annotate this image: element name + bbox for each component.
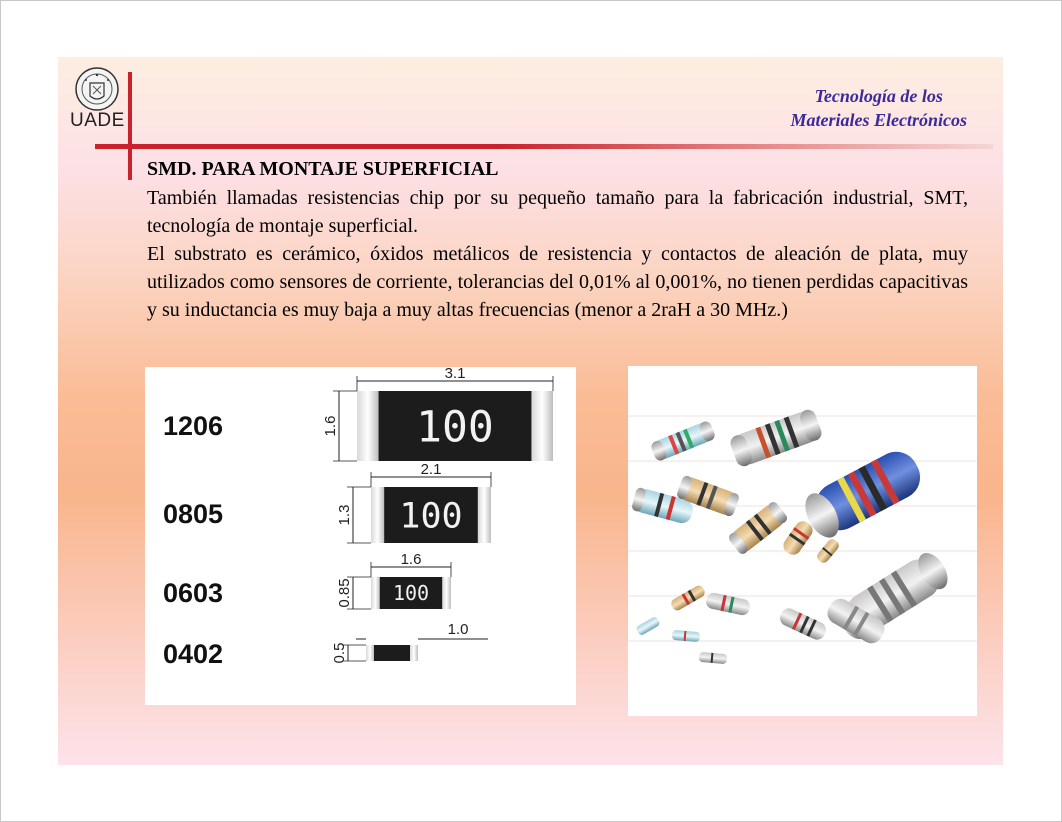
length-dimension-label: 2.1 [420, 461, 442, 478]
width-dimension-label: 1.6 [322, 415, 339, 437]
chip-terminal [478, 487, 491, 543]
melf-resistor-2 [728, 408, 824, 469]
smd-size-chart [145, 367, 576, 705]
paragraph-1: También llamadas resistencias chip por su pequeño tamaño para la fabricación industrial, SMT, tecnología de montaje superficial. [147, 187, 968, 237]
melf-resistor-9 [669, 584, 706, 612]
horizontal-accent-line [95, 144, 993, 149]
section-heading: SMD. PARA MONTAJE SUPERFICIAL [147, 158, 499, 180]
smd-size-chart-image [145, 367, 576, 705]
melf-resistors-photo [628, 366, 977, 716]
melf-resistors-illustration [628, 366, 977, 716]
chip-marking: 100 [392, 581, 430, 606]
chip-terminal [531, 391, 553, 461]
chip-terminal [371, 487, 384, 543]
paragraph-2: El substrato es cerámico, óxidos metálicos de resistencia y contactos de aleación de plata, muy utilizados como sensores de corriente, tolerancias del 0,01% al 0,001%, no tienen perdidas capacitivas y su inductancia es muy baja a muy altas frecuencias (menor a 2raH a 30 MHz.) [147, 243, 968, 321]
melf-resistor-14 [777, 606, 828, 643]
chip-marking: 100 [399, 496, 463, 537]
melf-resistor-12 [672, 630, 701, 642]
chip-marking: 100 [416, 402, 494, 453]
body-text [147, 184, 968, 324]
size-code-label: 0603 [163, 578, 224, 608]
width-dimension-label: 1.3 [336, 504, 353, 526]
melf-resistor-3 [798, 444, 927, 543]
melf-resistor-13 [699, 652, 728, 664]
logo-text: UADE [70, 110, 125, 131]
width-dimension-label: 0.5 [331, 642, 348, 664]
width-dimension-label: 0.85 [336, 578, 353, 608]
course-title-line1: Tecnología de los [814, 86, 943, 106]
melf-resistor-1 [650, 420, 717, 463]
chip-terminal [410, 645, 418, 661]
length-dimension-label: 1.0 [447, 621, 469, 638]
size-code-label: 0805 [163, 499, 224, 529]
course-title-line2: Materiales Electrónicos [790, 110, 967, 130]
vertical-accent-line [128, 72, 132, 180]
chip-terminal [357, 391, 379, 461]
course-title [791, 84, 968, 132]
length-dimension-label: 3.1 [444, 367, 466, 382]
melf-resistor-6 [727, 500, 789, 556]
university-seal-icon [74, 66, 120, 112]
chip-terminal [371, 577, 380, 609]
length-dimension-label: 1.6 [400, 551, 422, 568]
uade-logo [70, 66, 124, 136]
chip-terminal [442, 577, 451, 609]
melf-resistor-10 [705, 592, 751, 617]
size-code-label: 1206 [163, 411, 224, 441]
melf-resistor-7 [780, 518, 815, 558]
chip-terminal [366, 645, 374, 661]
melf-resistor-11 [635, 616, 661, 637]
size-code-label: 0402 [163, 639, 224, 669]
